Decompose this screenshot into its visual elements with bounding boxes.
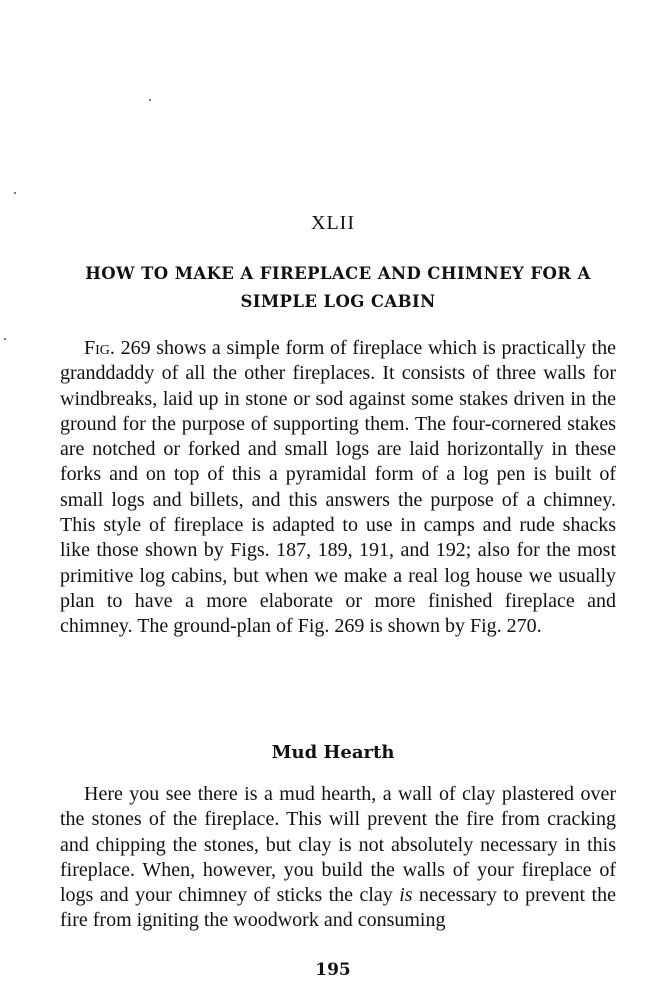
body-paragraph [60,782,616,934]
chapter-title: HOW TO MAKE A FIREPLACE AND CHIMNEY FOR A SIMPLE LOG CABIN [85,264,591,311]
body-paragraph [60,336,616,640]
paragraph-text: 269 shows a simple form of fireplace which is practically the granddaddy of all the other fireplaces. It consists of three walls for windbreaks, laid up in stone or sod against some stakes driven in the ground for the purpose of supporting them. The four-cornered stakes are notched or forked and small logs are laid horizontally in these forks and on top of this a pyramidal form of a log pen is built of small logs and billets, and this answers the purpose of a chimney. This style of fireplace is adapted to use in camps and rude shacks like those shown by Figs. 187, 189, 191, and 192; also for the most primitive log cabins, but when we make a real log house we usually plan to have a more elaborate or more finished fireplace and chimney. The ground-plan of Fig. 269 is shown by Fig. 270. [60,337,616,638]
print-speck [149,99,151,101]
print-speck [4,338,6,340]
paragraph-text: necessary to prevent the fire from igniting the woodwork and consuming [60,884,616,932]
page-number: 195 [315,960,351,980]
emphasized-word: is [399,884,413,907]
chapter-number: XLII [311,212,355,234]
figure-reference-lead: Fig. [84,337,115,359]
print-speck [14,192,16,194]
paragraph-text: Here you see there is a mud hearth, a wall of clay plastered over the stones of the fireplace. This will prevent the fire from cracking and chipping the stones, but clay is not absolutely necessary in this fireplace. When, however, you build the walls of your fireplace of logs and your chimney of sticks the clay [60,783,616,907]
section-heading: Mud Hearth [271,742,395,763]
